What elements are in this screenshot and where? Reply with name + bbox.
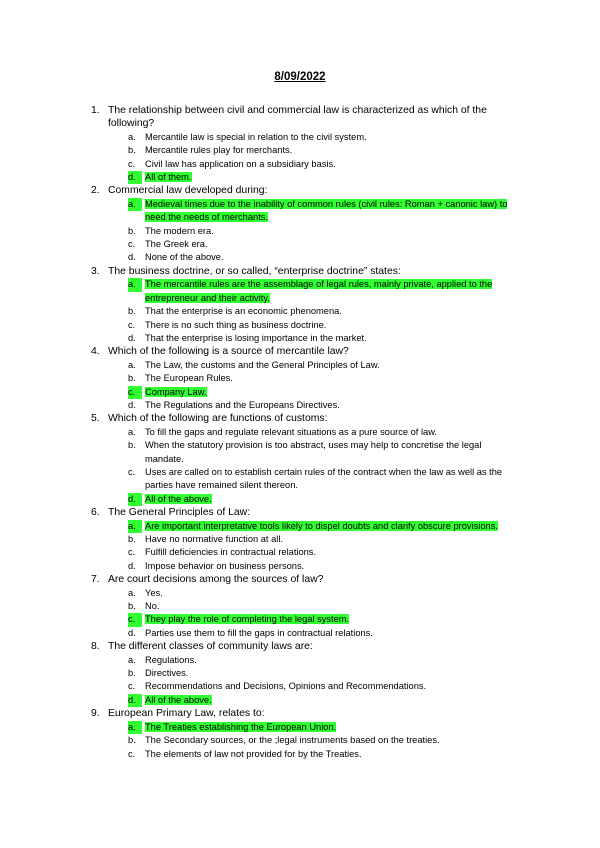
question-stem <box>0 345 600 358</box>
answer-option <box>0 372 600 385</box>
question-text: The business doctrine, or so called, “enterprise doctrine” states: <box>108 265 401 277</box>
answer-options <box>0 654 600 708</box>
question-number: 8. <box>91 641 100 653</box>
option-letter: d. <box>128 560 136 571</box>
answer-option <box>0 587 600 600</box>
question-stem <box>0 265 600 278</box>
answer-option <box>0 144 600 157</box>
question-number: 2. <box>91 185 100 197</box>
answer-option <box>0 319 600 332</box>
question-item <box>0 573 600 640</box>
option-letter: a. <box>128 520 142 533</box>
answer-option <box>0 225 600 238</box>
question-item <box>0 506 600 573</box>
question-item <box>0 184 600 264</box>
option-letter: a. <box>128 131 136 142</box>
option-letter: c. <box>128 158 136 169</box>
answer-option <box>0 600 600 613</box>
option-text: That the enterprise is an economic phenomena. <box>145 306 342 317</box>
option-text: No. <box>145 601 160 612</box>
option-text: Yes. <box>145 587 163 598</box>
question-number: 6. <box>91 507 100 519</box>
question-number: 1. <box>91 105 100 116</box>
option-text: The modern era. <box>145 225 214 236</box>
option-letter: c. <box>128 748 136 759</box>
question-stem <box>0 412 600 425</box>
answer-option-correct <box>0 493 600 506</box>
question-list <box>0 104 600 761</box>
answer-option <box>0 734 600 747</box>
option-letter: d. <box>128 399 136 410</box>
answer-options <box>0 721 600 761</box>
option-text: Directives. <box>145 668 189 679</box>
question-number: 5. <box>91 413 100 425</box>
option-letter: a. <box>128 721 142 734</box>
question-number: 3. <box>91 265 100 277</box>
option-text: There is no such thing as business doctrine. <box>145 319 327 330</box>
question-item <box>0 104 600 184</box>
answer-option <box>0 466 600 493</box>
document-date-title: 8/09/2022 <box>274 71 326 83</box>
answer-option <box>0 654 600 667</box>
question-item <box>0 345 600 412</box>
option-text: Impose behavior on business persons. <box>145 560 305 571</box>
question-number: 9. <box>91 708 100 720</box>
option-letter: b. <box>128 145 136 156</box>
option-text: The elements of law not provided for by the Treaties. <box>145 748 362 759</box>
question-item <box>0 707 600 761</box>
option-text: To fill the gaps and regulate relevant situations as a pure source of law. <box>145 426 437 437</box>
option-letter: c. <box>128 319 136 330</box>
option-letter: b. <box>128 373 136 384</box>
question-text: Commercial law developed during: <box>108 185 268 197</box>
option-letter: a. <box>128 587 136 598</box>
option-text: Medieval times due to the inability of common rules (civil rules: Roman + canonic law) to need the needs of merchants. <box>145 198 508 223</box>
option-letter: b. <box>128 225 136 236</box>
option-text: The Greek era. <box>145 239 208 250</box>
option-letter: d. <box>128 332 136 343</box>
question-stem <box>0 506 600 519</box>
option-letter: a. <box>128 278 142 291</box>
option-text: The European Rules. <box>145 373 233 384</box>
answer-option <box>0 238 600 251</box>
answer-option <box>0 560 600 573</box>
option-letter: c. <box>128 547 136 558</box>
option-text: Parties use them to fill the gaps in contractual relations. <box>145 627 373 638</box>
option-text: All of the above. <box>145 493 212 504</box>
question-stem <box>0 184 600 197</box>
answer-option <box>0 359 600 372</box>
answer-option-correct <box>0 386 600 399</box>
option-text: Recommendations and Decisions, Opinions and Recommendations. <box>145 681 427 692</box>
option-text: When the statutory provision is too abstract, uses may help to concretise the legal mandate. <box>145 440 482 464</box>
answer-option <box>0 748 600 761</box>
option-text: Fulfill deficiencies in contractual relations. <box>145 547 317 558</box>
answer-option-correct <box>0 613 600 626</box>
option-letter: a. <box>128 654 136 665</box>
answer-option-correct <box>0 198 600 225</box>
option-text: Regulations. <box>145 654 197 665</box>
option-text: Mercantile law is special in relation to the civil system. <box>145 131 367 142</box>
question-stem <box>0 707 600 720</box>
option-letter: b. <box>128 534 136 544</box>
option-letter: d. <box>128 694 142 707</box>
answer-options <box>0 198 600 265</box>
option-text: That the enterprise is losing importance in the market. <box>145 332 367 343</box>
answer-option <box>0 158 600 171</box>
question-stem <box>0 573 600 586</box>
option-text: Have no normative function at all. <box>145 534 283 544</box>
option-text: The mercantile rules are the assemblage of legal rules, mainly private, applied to the entrepreneur and their activity. <box>145 279 493 303</box>
answer-option <box>0 399 600 412</box>
option-letter: c. <box>128 386 142 399</box>
option-letter: d. <box>128 493 142 506</box>
question-stem <box>0 640 600 653</box>
option-letter: c. <box>128 466 136 477</box>
option-letter: c. <box>128 681 136 692</box>
option-text: Company Law. <box>145 386 207 397</box>
answer-option <box>0 305 600 318</box>
option-letter: b. <box>128 601 136 612</box>
answer-option <box>0 332 600 345</box>
answer-option-correct <box>0 694 600 707</box>
option-letter: b. <box>128 735 136 746</box>
option-text: The Treaties establishing the European Union. <box>145 721 337 732</box>
question-number: 4. <box>91 346 100 358</box>
question-text: European Primary Law, relates to: <box>108 708 265 720</box>
option-letter: a. <box>128 198 142 211</box>
question-item <box>0 265 600 345</box>
answer-option <box>0 251 600 264</box>
answer-options <box>0 426 600 506</box>
option-text: All of the above. <box>145 694 212 705</box>
option-letter: d. <box>128 627 136 638</box>
option-letter: b. <box>128 306 136 317</box>
question-number: 7. <box>91 574 100 586</box>
answer-options <box>0 278 600 345</box>
option-text: Are important interpretative tools likely to dispel doubts and clarify obscure provisions. <box>145 520 498 531</box>
answer-option-correct <box>0 278 600 305</box>
question-text: The relationship between civil and commercial law is characterized as which of the following? <box>108 105 487 130</box>
option-letter: d. <box>128 252 136 263</box>
option-letter: c. <box>128 239 136 250</box>
answer-options <box>0 131 600 185</box>
answer-options <box>0 359 600 413</box>
answer-option <box>0 131 600 144</box>
question-text: The different classes of community laws are: <box>108 641 313 653</box>
question-text: Are court decisions among the sources of law? <box>108 574 324 586</box>
answer-option <box>0 667 600 680</box>
option-text: Mercantile rules play for merchants. <box>145 145 293 156</box>
answer-option <box>0 546 600 559</box>
answer-options <box>0 520 600 574</box>
option-text: None of the above. <box>145 252 224 263</box>
option-text: Civil law has application on a subsidiary basis. <box>145 158 336 169</box>
answer-options <box>0 587 600 641</box>
option-text: All of them. <box>145 172 192 183</box>
option-letter: a. <box>128 359 136 370</box>
answer-option <box>0 426 600 439</box>
answer-option-correct <box>0 171 600 184</box>
question-item <box>0 412 600 506</box>
answer-option-correct <box>0 520 600 533</box>
answer-option <box>0 627 600 640</box>
question-item <box>0 640 600 707</box>
answer-option-correct <box>0 721 600 734</box>
option-text: The Secondary sources, or the ;legal instruments based on the treaties. <box>145 735 440 746</box>
question-text: The General Principles of Law: <box>108 507 251 519</box>
option-letter: c. <box>128 613 142 626</box>
option-text: The Law, the customs and the General Principles of Law. <box>145 359 380 370</box>
option-text: Uses are called on to establish certain rules of the contract when the law as well as the parties have remained silent thereon. <box>145 466 503 491</box>
question-stem <box>0 104 600 131</box>
answer-option <box>0 439 600 466</box>
option-letter: a. <box>128 426 136 437</box>
answer-option <box>0 680 600 693</box>
option-letter: b. <box>128 440 136 451</box>
option-letter: d. <box>128 171 142 184</box>
question-text: Which of the following are functions of customs: <box>108 413 328 425</box>
question-text: Which of the following is a source of mercantile law? <box>108 346 349 358</box>
option-text: The Regulations and the Europeans Directives. <box>145 399 340 410</box>
option-text: They play the role of completing the legal system. <box>145 614 350 625</box>
answer-option <box>0 533 600 546</box>
option-letter: b. <box>128 668 136 679</box>
